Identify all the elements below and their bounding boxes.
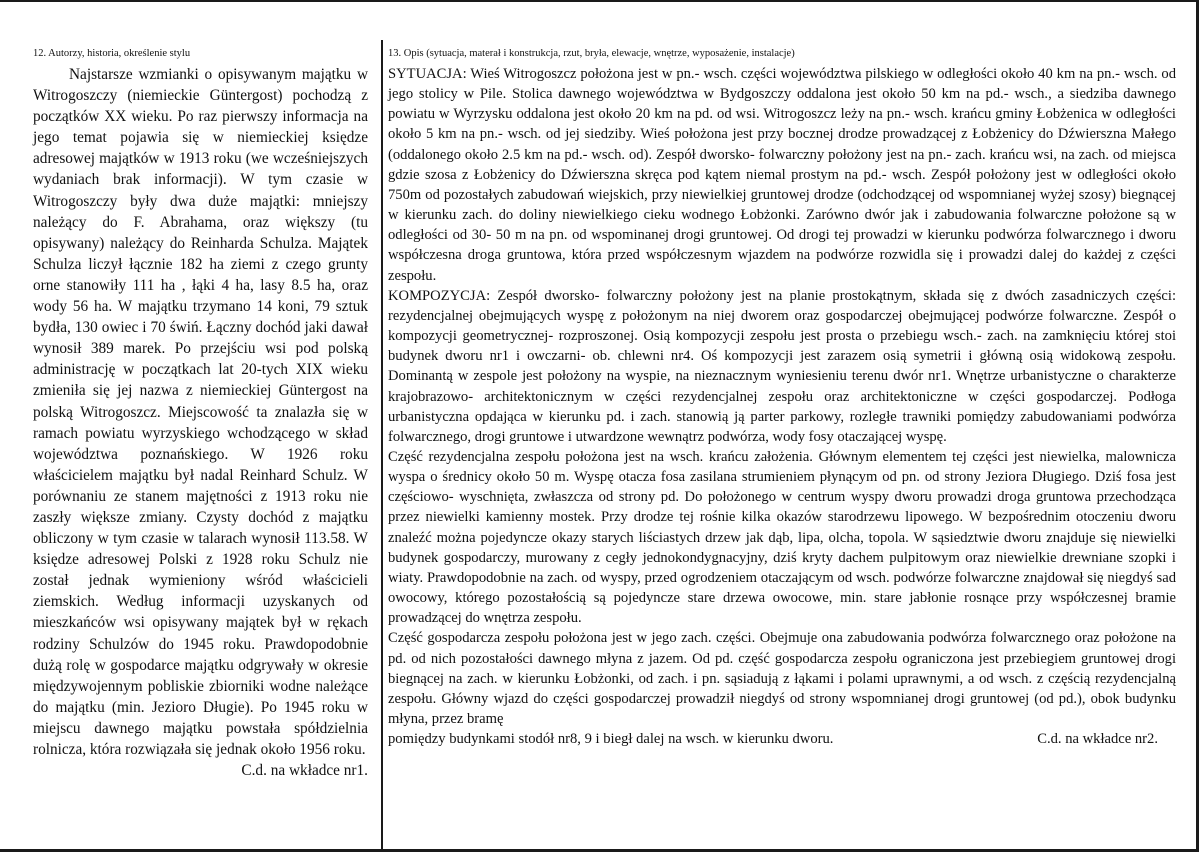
paragraph-situation: SYTUACJA: Wieś Witrogoszcz położona jest w pn.- wsch. części województwa pilskiego w odległości około 40 km na pn.- wsch. od jego stolicy w Pile. Stolica dawnego województwa w Bydgoszczy oddalona jest około 50 km na pd.- wsch., a siedziba dawnego powiatu w Wyrzysku oddalona jest około 20 km na pd. od wsi. Witrogoszcz leży na pn.- wsch. krańcu gminy Łobżenica w odległości około 5 km na pn.- wsch. od jej siedziby. Wieś położona jest przy bocznej drodze prowadzącej z Łobżenicy do Dźwiersznа Małego (oddalonego około 2.5 km na pd.- wsch. od). Zespół dworsko- folwarczny położony jest na pn.- zach. krańcu wsi, na zach. od miejsca gdzie szosa z Łobżenicy do Dźwiersznа skręca pod kątem niemal prostym na pd.- wsch. Zespół położony jest w odległości około 750m od pozostałych zabudowań wiejskich, przy niewielkiej gruntowej drodze (odchodzącej od wspomnianej wyżej szosy) biegnącej w kierunku zach. do doliny niewielkiego cieku wodnego Łobżonki. Zarówno dwór jak i zabudowania folwarczne położone są w odległości od 30- 50 m na pn. od wspominanej drogi gruntowej. Od drogi tej prowadzi w kierunku podwórza folwarcznego i dworu współczesna droga gruntowa, która przed współczesnym wjazdem na podwórze rozwidla się i prowadzi dalej do każdej z części zespołu. — [388, 66, 1176, 284]
column-divider — [381, 40, 383, 852]
paragraph-farm-part-last-line: pomiędzy budynkami stodół nr8, 9 i biegł dalej na wsch. w kierunku dworu. — [388, 731, 834, 748]
history-body: Najstarsze wzmianki o opisywanym majątku w Witrogoszczy (niemieckie Güntergost) pochodzą z początków XX wieku. Po raz pierwszy informacja na jego temat pojawia się w niemieckiej księdze adresowej majątków w 1913 roku (we wcześniejszych wydaniach brak informacji). W tym czasie w Witrogoszczy były dwa duże majątki: mniejszy należący do F. Abrahama, oraz większy (tu opisywany) należący do Reinharda Schulza. Majątek Schulza liczył łącznie 182 ha ziemi z czego grunty orne stanowiły 111 ha , łąki 4 ha, lasy 8.5 ha, oraz wody 56 ha. W majątku trzymano 14 koni, 79 sztuk bydła, 130 owiec i 70 świń. Łączny dochód jaki dawał wynosił 389 marek. Po przejściu wsi pod polską administrację w początkach lat 20-tych XIX wieku zmieniła się jej nazwa z niemieckiej Güntergost na polską Witrogoszcz. Miejscowość ta znalazła się w ramach powiatu wyrzyskiego wchodzącego w skład województwa poznańskiego. W 1926 roku właścicielem majątku był nadal Reinhard Schulz. W porównaniu ze stanem majętności z 1913 roku nie zaszły większe zmiany. Czysty dochód z majątku obliczony w tym czasie w talarach wynosił 113.58. W księdze adresowej Polski z 1928 roku Schulz nie został jednak wymieniony wśród właścicieli ziemskich. Według informacji uzyskanych od mieszkańców wsi opisywany majątek był w rękach rodziny Schulzów do 1945 roku. Prawdopodobnie dużą rolę w gospodarce majątku odgrywały w okresie międzywojennym pobliskie zbiorniki wodne należące do majątku (min. Jezioro Długie). Po 1945 roku w miejscu dawnego majątku powstała spółdzielnia rolnicza, która rozwiązała się jednak około 1956 roku. — [33, 66, 368, 758]
section-header-description: 13. Opis (sytuacja, materał i konstrukcja, rzut, bryła, elewacje, wnętrze, wyposażenie, instalacje) — [388, 48, 795, 59]
paragraph-residential-part: Część rezydencjalna zespołu położona jest na wsch. krańcu założenia. Głównym elementem tej części jest niewielka, malownicza wyspa o średnicy około 50 m. Wyspę otacza fosa zasilana strumieniem płynącym od pn. od strony Jeziora Długiego. Dziś fosa jest częściowo- wyschnięta, zwłaszcza od strony pd. Do położonego w centrum wyspy dworu prowadzi droga gruntowa przechodząca przez niewielki kamienny mostek. Przy drodze tej rośnie kilka okazów starodrzewu lipowego. W bezpośrednim otoczeniu dworu znaleźć można pojedyncze okazy starych liściastych drzew jak dąb, lipa, olcha, topola. W sąsiedztwie dworu znajduje się niewielki budynek gospodarczy, murowany z cegły jednokondygnacyjny, dziś kryty dachem pulpitowym oraz niewielkie drewniane szopki i wiaty. Prawdopodobnie na zach. od wyspy, przed ogrodzeniem otaczającym od wsch. podwórze folwarczne znajdował się niegdyś sad owocowy, którego pozostałością są pojedyncze stare drzewa owocowe, min. stare jabłonie rosnące przy współczesnej bramie prowadzącej do wnętrza zespołu. — [388, 448, 1176, 627]
last-line-row — [388, 729, 1176, 749]
description-text — [388, 64, 1176, 749]
continuation-note-2: C.d. na wkładce nr2. — [1037, 731, 1158, 748]
paragraph-farm-part: Część gospodarcza zespołu położona jest w jego zach. części. Obejmuje ona zabudowania podwórza folwarcznego oraz położone na pd. od nich pozostałości dawnego młyna z jazem. Od pd. część gospodarcza zespołu ograniczona jest przebiegiem gruntowej drogi biegnącej na zach. w kierunku Łobżonki, od zach. i pn. sąsiadują z łąkami i polami uprawnymi, a od wsch. z częścią rezydencjalną zespołu. Główny wjazd do części gospodarczej prowadził niegdyś od strony wspomnianej drogi gruntowej (od pd.), obok budynku młyna, przez bramę — [388, 630, 1176, 727]
continuation-note-1: C.d. na wkładce nr1. — [241, 762, 368, 780]
history-text — [33, 64, 368, 781]
paragraph-composition: KOMPOZYCJA: Zespół dworsko- folwarczny położony jest na planie prostokątnym, składa się z dwóch zasadniczych części: rezydencjalnej obejmujących wyspę z położonym na niej dworem oraz gospodarczej obejmującej podwórze folwarczne. Zespół o kompozycji geometrycznej- rozproszonej. Osią kompozycji zespołu jest prosta o przebiegu wsch.- zach. na zamknięciu której stoi budynek dworu nr1 i owczarni- ob. chlewni nr4. Oś kompozycji jest zarazem osią symetrii i główną osią widokową zespołu. Dominantą w zespole jest położony na wyspie, na nieznacznym wyniesieniu terenu dwór nr1. Wnętrze urbanistyczne o charakterze krajobrazowo- architektonicznym w części rezydencjalnej zespołu oraz architektoniczne w części gospodarczej. Podłoga urbanistyczna opdająca w kierunku pd. i zach. stanowią ją parter parkowy, rozległe trawniki pomiędzy zabudowaniami podwórza folwarcznego, drogi gruntowe i utwardzone wewnątrz podwórza, wody fosy otaczającej wyspę. — [388, 287, 1176, 445]
frame-top-border — [0, 0, 1199, 2]
section-header-history: 12. Autorzy, historia, określenie stylu — [33, 48, 191, 59]
